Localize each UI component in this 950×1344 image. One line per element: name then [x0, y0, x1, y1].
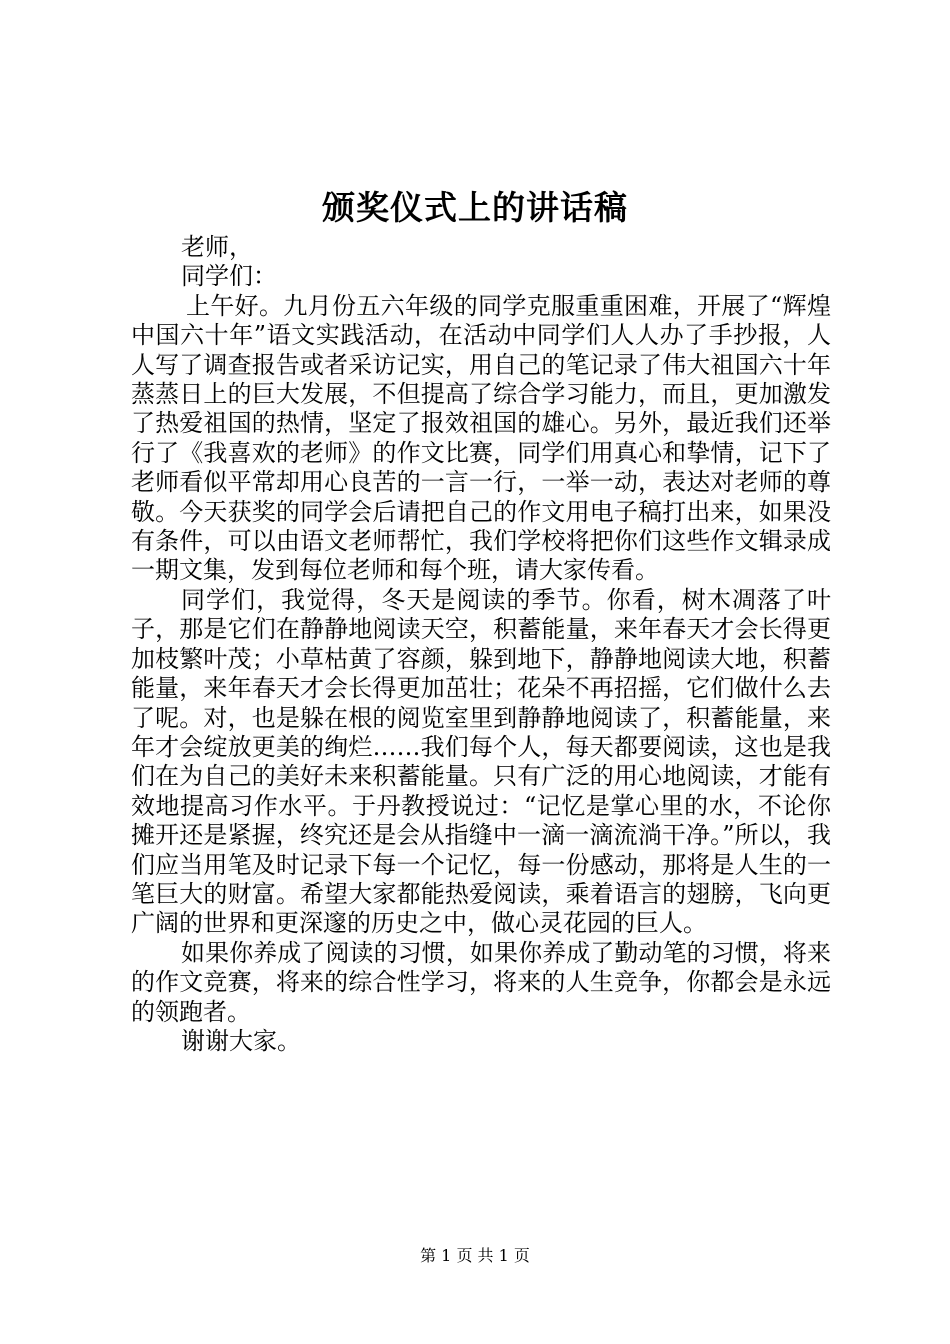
- paragraph-3: 如果你养成了阅读的习惯，如果你养成了勤动笔的习惯，将来的作文竞赛，将来的综合性学习，将来的人生竞争，你都会是永远的领跑者。: [131, 938, 831, 1026]
- paragraph-2: 同学们，我觉得，冬天是阅读的季节。你看，树木凋落了叶子，那是它们在静静地阅读天空，积蓄能量，来年春天才会长得更加枝繁叶茂；小草枯黄了容颜，躲到地下，静静地阅读大地，积蓄能量，来年春天才会长得更加茁壮；花朵不再招摇，它们做什么去了呢。对，也是躲在根的阅览室里到静静地阅读了，积蓄能量，来年才会绽放更美的绚烂……我们每个人，每天都要阅读，这也是我们在为自己的美好未来积蓄能量。只有广泛的用心地阅读，才能有效地提高习作水平。于丹教授说过：“记忆是掌心里的水，不论你摊开还是紧握，终究还是会从指缝中一滴一滴流淌干净。”所以，我们应当用笔及时记录下每一个记忆，每一份感动，那将是人生的一笔巨大的财富。希望大家都能热爱阅读，乘着语言的翅膀，飞向更广阔的世界和更深邃的历史之中，做心灵花园的巨人。: [131, 585, 831, 938]
- document-body: [131, 233, 831, 1056]
- document-title: 颁奖仪式上的讲话稿: [322, 188, 628, 227]
- salutation-teachers: 老师，: [181, 233, 253, 261]
- closing-line: 谢谢大家。: [181, 1026, 301, 1055]
- paragraph-1: 上午好。九月份五六年级的同学克服重重困难，开展了“辉煌中国六十年”语文实践活动，在活动中同学们人人办了手抄报，人人写了调查报告或者采访记实，用自己的笔记录了伟大祖国六十年蒸蒸日上的巨大发展，不但提高了综合学习能力，而且，更加激发了热爱祖国的热情，坚定了报效祖国的雄心。另外，最近我们还举行了《我喜欢的老师》的作文比赛，同学们用真心和挚情，记下了老师看似平常却用心良苦的一言一行，一举一动，表达对老师的尊敬。今天获奖的同学会后请把自己的作文用电子稿打出来，如果没有条件，可以由语文老师帮忙，我们学校将把你们这些作文辑录成一期文集，发到每位老师和每个班，请大家传看。: [131, 291, 831, 585]
- salutation-students: 同学们：: [181, 262, 277, 291]
- page-footer: 第 1 页 共 1 页: [420, 1246, 530, 1265]
